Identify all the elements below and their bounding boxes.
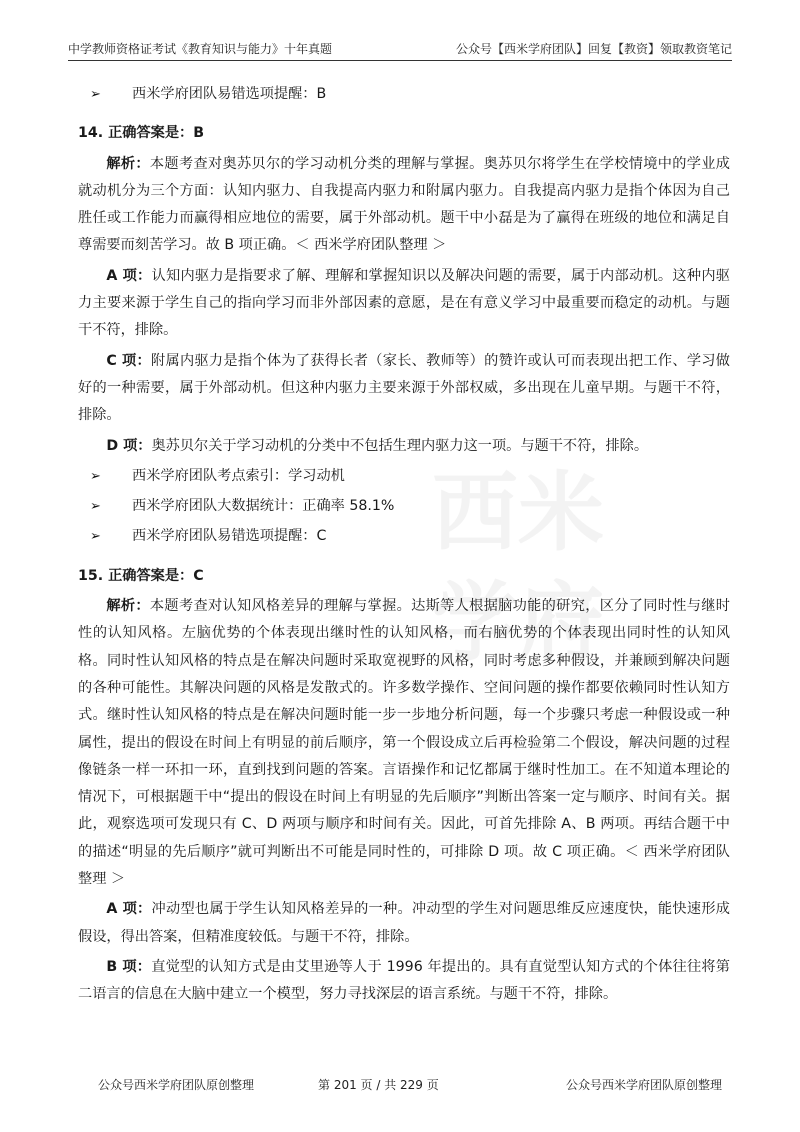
page-content	[78, 78, 730, 1012]
bullet-item	[90, 463, 730, 490]
bullet-text: 西米学府团队考点索引：学习动机	[132, 467, 345, 484]
bullet-text: 西米学府团队易错选项提醒：C	[132, 528, 327, 545]
page-footer	[68, 1076, 732, 1096]
arrow-bullet-icon: ➢	[90, 529, 101, 545]
q15-analysis: 解析：本题考查对认知风格差异的理解与掌握。达斯等人根据脑功能的研究，区分了同时性与继时性的认知风格。左脑优势的个体表现出继时性的认知风格，而右脑优势的个体表现出同时性的认知风格。同时性认知风格的特点是在解决问题时采取宽视野的风格，同时考虑多种假设，并兼顾到解决问题的各种可能性。其解决问题的风格是发散式的。许多数学操作、空间问题的操作都要依赖同时性认知方式。继时性认知风格的特点是在解决问题时能一步一步地分析问题，每一个步骤只考虑一种假设或一种属性，提出的假设在时间上有明显的前后顺序，第一个假设成立后再检验第二个假设，解决问题的过程像链条一样一环扣一环，直到找到问题的答案。言语操作和记忆都属于继时性加工。在不知道本理论的情况下，可根据题干中“提出的假设在时间上有明显的先后顺序”判断出答案一定与顺序、时间有关。据此，观察选项可发现只有 C、D 两项与顺序和时间有关。因此，可首先排除 A、B 两项。再结合题干中的描述“明显的先后顺序”就可判断出不可能是同时性的，可排除 D 项。故 C 项正确。＜ 西米学府团队整理 ＞	[78, 598, 730, 888]
bullet-item	[90, 81, 730, 108]
bullet-item	[90, 523, 730, 550]
arrow-bullet-icon: ➢	[90, 468, 101, 484]
question-15-answer: 15. 正确答案是：C	[78, 567, 204, 584]
header-title: 中学教师资格证考试《教育知识与能力》十年真题	[68, 42, 333, 56]
bullet-text: 西米学府团队易错选项提醒：B	[132, 86, 327, 102]
footer-left: 公众号西米学府团队原创整理	[98, 1078, 255, 1092]
q15-option-b: B 项：直觉型的认知方式是由艾里逊等人于 1996 年提出的。具有直觉型认知方式的个体往往将第二语言的信息在大脑中建立一个模型，努力寻找深层的语言系统。与题干不符，排除。	[78, 958, 730, 1003]
q14-option-d: D 项：奥苏贝尔关于学习动机的分类中不包括生理内驱力这一项。与题干不符，排除。	[106, 437, 649, 454]
watermark-logo: 西米 学府	[432, 463, 604, 673]
q14-analysis: 解析：本题考查对奥苏贝尔的学习动机分类的理解与掌握。奥苏贝尔将学生在学校情境中的学业成就动机分为三个方面：认知内驱力、自我提高内驱力和附属内驱力。自我提高内驱力是指个体因为自己胜任或工作能力而赢得相应地位的需要，属于外部动机。题干中小磊是为了赢得在班级的地位和满足自尊需要而刻苦学习。故 B 项正确。＜ 西米学府团队整理 ＞	[78, 155, 730, 254]
arrow-bullet-icon: ➢	[90, 499, 101, 515]
bullet-item	[90, 493, 730, 520]
header-promo: 公众号【西米学府团队】回复【教资】领取教资笔记	[455, 42, 732, 56]
bullet-text: 西米学府团队大数据统计：正确率 58.1%	[132, 498, 395, 515]
q14-option-c: C 项：附属内驱力是指个体为了获得长者（家长、教师等）的赞许或认可而表现出把工作、学习做好的一种需要，属于外部动机。但这种内驱力主要来源于外部权威，多出现在儿童早期。与题干不符，排除。	[78, 352, 730, 424]
page-number: 第 201 页 / 共 229 页	[318, 1078, 439, 1092]
q14-option-a: A 项：认知内驱力是指要求了解、理解和掌握知识以及解决问题的需要，属于内部动机。这种内驱力主要来源于学生自己的指向学习而非外部因素的意愿，是在有意义学习中最重要而稳定的动机。与题干不符，排除。	[78, 267, 730, 339]
q15-option-a: A 项：冲动型也属于学生认知风格差异的一种。冲动型的学生对问题思维反应速度快，能快速形成假设，得出答案，但精准度较低。与题干不符，排除。	[78, 901, 730, 945]
arrow-bullet-icon: ➢	[90, 87, 101, 102]
page-header	[68, 36, 732, 61]
question-14-answer: 14. 正确答案是：B	[78, 125, 205, 142]
footer-right: 公众号西米学府团队原创整理	[565, 1078, 722, 1092]
